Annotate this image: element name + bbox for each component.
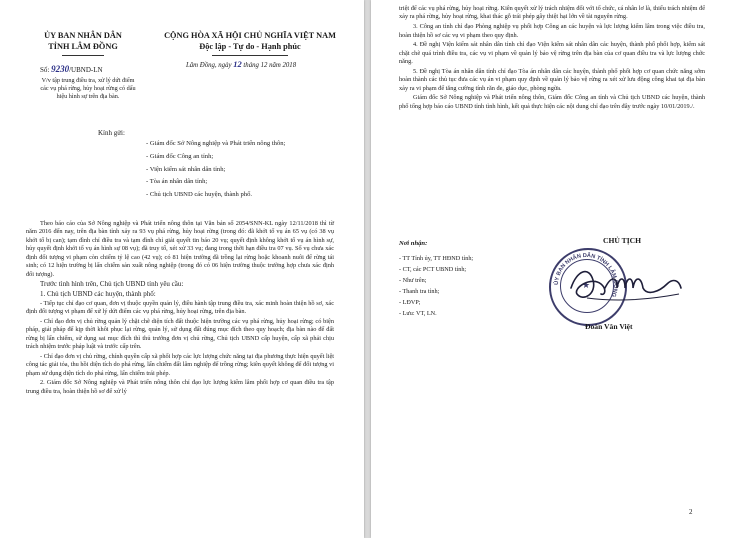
org-underline [62,55,104,56]
body-paragraph: - Tiếp tục chỉ đạo cơ quan, đơn vị thuộc quyền quản lý, điều hành tập trung điều tra, xác minh hoàn thiện hồ sơ, xác định đối tượng vi phạm để xử lý dứt điểm các vụ phá rừng, hủy hoại rừng, trên địa bàn. [26,299,334,316]
org-name [40,30,126,52]
body-paragraph: 4. Đề nghị Viện kiểm sát nhân dân tỉnh chỉ đạo Viện kiểm sát nhân dân các huyện, thành phố phối hợp, kiểm sát chặt chẽ quá trình điều tra, các vụ vi phạm về quản lý bảo vệ rừng trên địa bàn của cơ quan điều tra và lực lượng chức năng. [399,41,705,66]
recipient-item: - Chủ tịch UBND các huyện, thành phố. [146,191,253,199]
doc-subject: V/v tập trung điều tra, xử lý dứt điểm các vụ phá rừng, hủy hoại rừng có dấu hiệu hình sự trên địa bàn. [40,77,136,100]
kinh-gui-label: Kính gửi: [98,129,125,137]
recipient-item: - Giám đốc Sở Nông nghiệp và Phát triển nông thôn; [146,140,286,147]
org-line-2: TỈNH LÂM ĐỒNG [48,42,118,51]
body-paragraph: Giám đốc Sở Nông nghiệp và Phát triển nông thôn, Giám đốc Công an tỉnh và Chủ tịch UBND các huyện, thành phố tổng hợp báo cáo UBND tỉnh tình hình, kết quả thực hiện các nội dung chỉ đạo trên đây trước ngày 10/01/2019./. [399,94,705,110]
body-paragraph: 5. Đề nghị Tòa án nhân dân tỉnh chỉ đạo Tòa án nhân dân các huyện, thành phố phối hợp cơ quan chức năng sớm hoàn thành các thủ tục đưa các vụ án vi phạm quy định về quản lý bảo vệ rừng ra xét xử lưu động công khai tại địa bàn xảy ra vi phạm để tăng cường tính răn đe, giáo dục, phòng ngừa. [399,67,705,92]
receiver-item: - LĐVP; [399,299,421,306]
recipient-list [146,138,356,202]
nation-motto: Độc lập - Tự do - Hạnh phúc [199,42,301,51]
document-page-1 [0,0,364,538]
page1-body [26,220,334,397]
body-paragraph: 3. Công an tỉnh chỉ đạo Phòng nghiệp vụ phối hợp Công an các huyện và lực lượng kiểm lâm trong việc điều tra, hoàn thiện hồ sơ các vụ vi phạm theo quy định. [399,23,705,39]
receivers-list [399,253,519,319]
recipient-item: - Giám đốc Công an tỉnh; [146,152,214,160]
date-day-handwritten: 12 [233,59,242,69]
org-line-1: ỦY BAN NHÂN DÂN [44,31,122,40]
signer-title: CHỦ TỊCH [603,236,642,245]
doc-number-handwritten: 9230 [51,64,70,74]
signature-image [567,258,687,310]
stamp-ring-text: ỦY BAN NHÂN DÂN TỈNH LÂM ĐỒNG [553,252,619,298]
national-header [150,30,350,52]
body-paragraph: Theo báo cáo của Sở Nông nghiệp và Phát triển nông thôn tại Văn bản số 2054/SNN-KL ngày 12/11/2018 thì từ năm 2016 đến nay, trên địa bàn tỉnh xảy ra 93 vụ phá rừng, hủy hoại rừng (trong đó: đã khởi tố vụ án 65 vụ (có 38 vụ khởi tố bị can); tạm đình chỉ điều tra và tạm đình chỉ giải quyết tin báo 20 vụ; quyết định không khởi tố vụ án hình sự, hủy quyết định khởi tố vụ án hình sự 08 vụ); đã truy tố, xét xử 33 vụ; đang trong thời hạn điều tra 07 vụ. Số vụ chưa xác định đối tượng vi phạm còn chiếm tỷ lệ cao (42 vụ); có 81 hiện trường đã trồng lại rừng hoặc khoanh nuôi để rừng tái sinh; có 12 hiện trường bị lấn chiếm sản xuất nông nghiệp (trong đó có 06 hiện trường thuộc trường hợp chưa xác định đối tượng). [26,220,334,278]
receivers-title: Nơi nhận: [399,240,428,247]
receiver-item: - CT, các PCT UBND tỉnh; [399,266,467,273]
receiver-item: - Thanh tra tỉnh; [399,288,440,295]
motto-underline [212,55,288,56]
doc-date: Lâm Đồng, ngày 12 tháng 12 năm 2018 [186,59,297,69]
body-paragraph: Trước tình hình trên, Chủ tịch UBND tỉnh yêu cầu: [40,280,184,289]
doc-number: Số: 9230/UBND-LN [40,64,103,74]
receivers-block [399,240,519,319]
receiver-item: - Như trên; [399,277,427,284]
body-paragraph: 2. Giám đốc Sở Nông nghiệp và Phát triển nông thôn chỉ đạo lực lượng kiểm lâm phối hợp cơ quan điều tra tập trung điều tra, hoàn thiện hồ sơ để xử lý [26,379,334,395]
recipient-item: - Viện kiểm sát nhân dân tỉnh; [146,165,226,173]
signer-name: Đoàn Văn Việt [585,322,633,331]
page2-body [399,5,705,112]
body-paragraph: 1. Chủ tịch UBND các huyện, thành phố: [40,290,156,298]
receiver-item: - Lưu: VT, LN. [399,310,437,317]
stamp-star-icon: ★ [581,280,591,290]
body-paragraph: triệt để các vụ phá rừng, hủy hoại rừng. Kiên quyết xử lý trách nhiệm đối với tổ chức, cá nhân lơ là, thiếu trách nhiệm để xảy ra phá rừng, hủy hoại rừng, khai thác gỗ trái phép gây thiệt hại lớn về tài nguyên rừng. [399,5,705,21]
nation-line-1: CỘNG HÒA XÃ HỘI CHỦ NGHĨA VIỆT NAM [164,31,336,40]
receiver-item: - TT Tỉnh ủy, TT HĐND tỉnh; [399,255,474,262]
body-paragraph: - Chỉ đạo đơn vị chủ rừng quản lý chặt chẽ diện tích đất thuộc hiện trường các vụ phá rừng, hủy hoại rừng; có biện pháp, giải pháp để kịp thời khôi phục lại rừng, quản lý, sử dụng đất đúng mục đích theo quy hoạch; địa bàn nào để đất rừng bị lấn chiếm, sử dụng sai mục đích thì thủ trưởng đơn vị chủ rừng, Chủ tịch UBND cấp huyện, cấp xã phải chịu trách nhiệm trước pháp luật và trước cấp trên. [26,317,334,351]
document-page-2 [371,0,729,538]
page-number: 2 [689,508,693,516]
body-paragraph: - Chỉ đạo đơn vị chủ rừng, chính quyền cấp xã phối hợp các lực lượng chức năng tại địa phương thực hiện quyết liệt công tác giải tỏa, thu hồi diện tích do phá rừng, lấn chiếm đất lâm nghiệp để trồng rừng; kiên quyết không để đối tượng vi phạm sử dụng diện tích do phá rừng, lấn chiếm trái phép. [26,352,334,377]
recipient-item: - Tòa án nhân dân tỉnh; [146,178,208,186]
